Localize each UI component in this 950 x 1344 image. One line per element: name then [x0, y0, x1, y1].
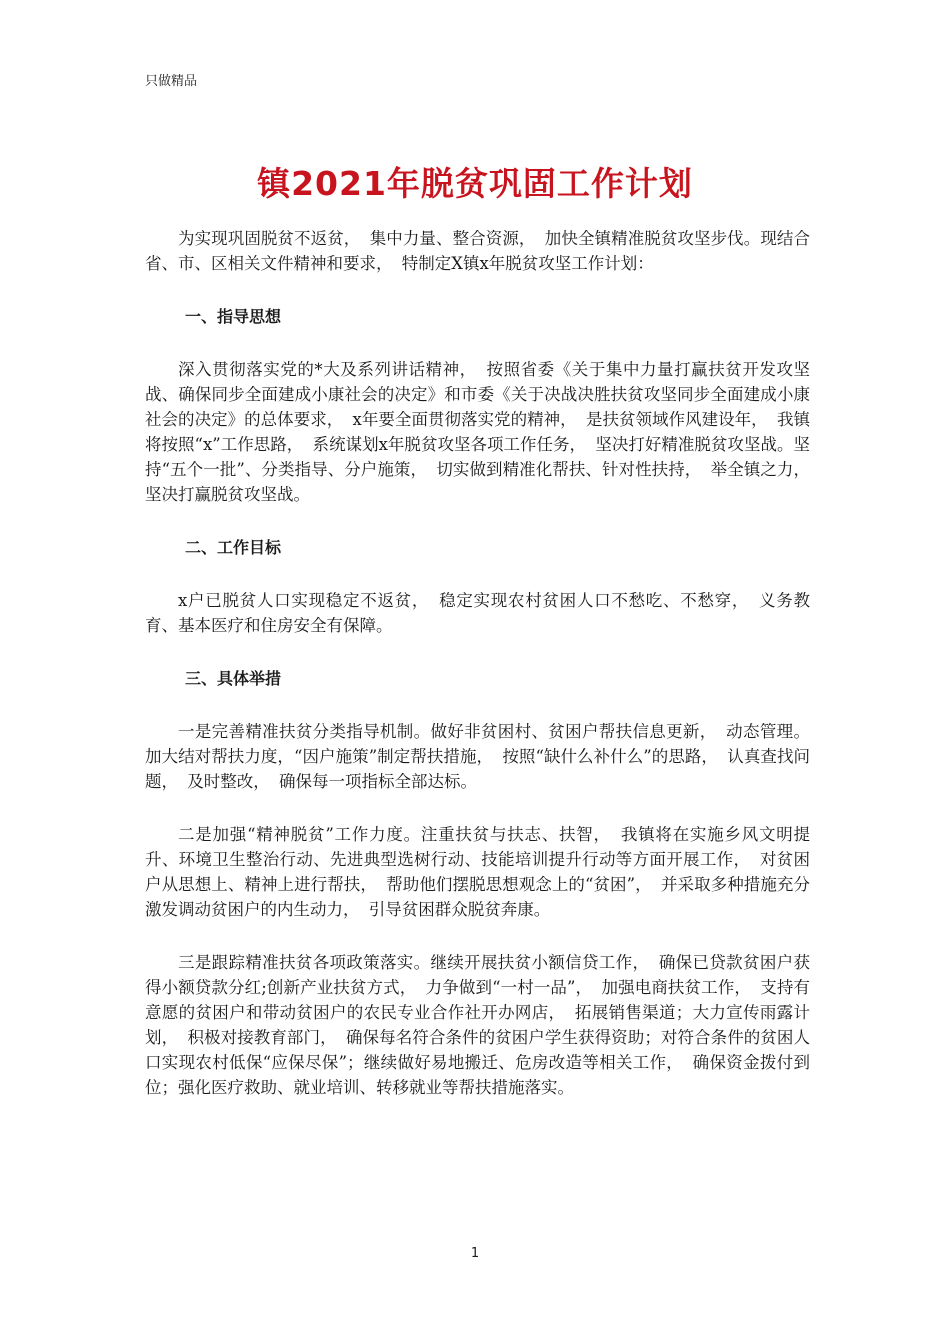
- document-title: 镇2021年脱贫巩固工作计划: [257, 164, 693, 203]
- section-heading-work-goals: 二、工作目标: [185, 538, 282, 557]
- document-body: [145, 226, 810, 1100]
- intro-paragraph: 为实现巩固脱贫不返贫， 集中力量、整合资源， 加快全镇精准脱贫攻坚步伐。现结合省、市、区相关文件精神和要求， 特制定X镇x年脱贫攻坚工作计划：: [145, 229, 810, 273]
- section-paragraph: 二是加强“精神脱贫”工作力度。注重扶贫与扶志、扶智， 我镇将在实施乡风文明提升、环境卫生整治行动、先进典型选树行动、技能培训提升行动等方面开展工作， 对贫困户从思想上、精神上进行帮扶， 帮助他们摆脱思想观念上的“贫困”， 并采取多种措施充分激发调动贫困户的内生动力， 引导贫困群众脱贫奔康。: [145, 825, 810, 919]
- section-paragraph: 深入贯彻落实党的*大及系列讲话精神， 按照省委《关于集中力量打赢扶贫开发攻坚战、确保同步全面建成小康社会的决定》和市委《关于决战决胜扶贫攻坚同步全面建成小康社会的决定》的总体要求， x年要全面贯彻落实党的精神， 是扶贫领域作风建设年， 我镇将按照“x”工作思路， 系统谋划x年脱贫攻坚各项工作任务， 坚决打好精准脱贫攻坚战。坚持“五个一批”、分类指导、分户施策， 切实做到精准化帮扶、针对性扶持， 举全镇之力， 坚决打赢脱贫攻坚战。: [145, 360, 810, 504]
- section-heading-specific-measures: 三、具体举措: [185, 669, 282, 688]
- section-paragraph: 三是跟踪精准扶贫各项政策落实。继续开展扶贫小额信贷工作， 确保已贷款贫困户获得小额贷款分红;创新产业扶贫方式， 力争做到“一村一品”， 加强电商扶贫工作， 支持有意愿的贫困户和带动贫困户的农民专业合作社开办网店， 拓展销售渠道；大力宣传雨露计划， 积极对接教育部门， 确保每名符合条件的贫困户学生获得资助；对符合条件的贫困人口实现农村低保“应保尽保”；继续做好易地搬迁、危房改造等相关工作， 确保资金拨付到位；强化医疗救助、就业培训、转移就业等帮扶措施落实。: [145, 953, 810, 1097]
- page-number: 1: [470, 1246, 480, 1261]
- section-heading-guiding-ideology: 一、指导思想: [185, 307, 282, 326]
- section-paragraph: x户已脱贫人口实现稳定不返贫， 稳定实现农村贫困人口不愁吃、不愁穿， 义务教育、基本医疗和住房安全有保障。: [145, 591, 810, 635]
- header-note: 只做精品: [145, 74, 198, 89]
- section-paragraph: 一是完善精准扶贫分类指导机制。做好非贫困村、贫困户帮扶信息更新， 动态管理。加大结对帮扶力度，“因户施策”制定帮扶措施， 按照“缺什么补什么”的思路， 认真查找问题， 及时整改， 确保每一项指标全部达标。: [145, 722, 810, 791]
